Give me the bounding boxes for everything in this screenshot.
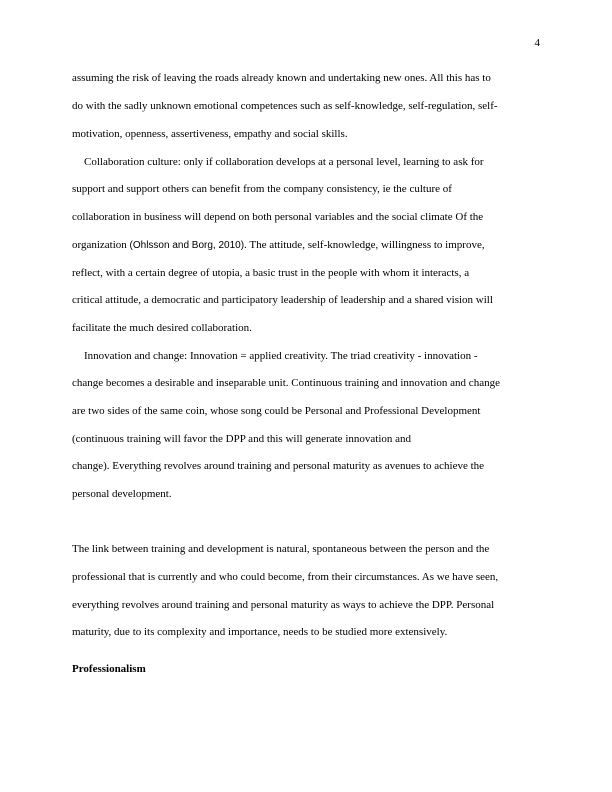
text-line: facilitate the much desired collaboration. bbox=[72, 322, 252, 334]
text-line: change). Everything revolves around training and personal maturity as avenues to achieve the bbox=[72, 460, 485, 472]
text-line: critical attitude, a democratic and participatory leadership of leadership and a shared vision will bbox=[72, 294, 493, 306]
text-line: everything revolves around training and personal maturity as ways to achieve the DPP. Personal bbox=[72, 599, 495, 611]
text-line: maturity, due to its complexity and importance, needs to be studied more extensively. bbox=[72, 626, 448, 638]
text-line: do with the sadly unknown emotional competences such as self-knowledge, self-regulation, self- bbox=[72, 100, 498, 112]
text-line: (continuous training will favor the DPP and this will generate innovation and bbox=[72, 433, 412, 445]
citation: (Ohlsson and Borg, 2010) bbox=[129, 240, 245, 251]
text-line-with-citation bbox=[72, 238, 485, 253]
text-line: Innovation and change: Innovation = applied creativity. The triad creativity - innovation - bbox=[84, 350, 478, 362]
text-segment: organization bbox=[72, 239, 130, 251]
text-line: Collaboration culture: only if collaboration develops at a personal level, learning to ask for bbox=[84, 156, 484, 168]
text-line: change becomes a desirable and inseparable unit. Continuous training and innovation and change bbox=[72, 377, 500, 389]
text-line: assuming the risk of leaving the roads already known and undertaking new ones. All this has to bbox=[72, 72, 491, 84]
text-line: collaboration in business will depend on both personal variables and the social climate Of the bbox=[72, 211, 484, 223]
text-line: professional that is currently and who could become, from their circumstances. As we have seen, bbox=[72, 571, 499, 583]
text-line: are two sides of the same coin, whose song could be Personal and Professional Development bbox=[72, 405, 481, 417]
text-line: personal development. bbox=[72, 488, 172, 500]
text-line: The link between training and development is natural, spontaneous between the person and the bbox=[72, 543, 490, 555]
text-line: motivation, openness, assertiveness, empathy and social skills. bbox=[72, 128, 348, 140]
text-line: support and support others can benefit from the company consistency, ie the culture of bbox=[72, 183, 452, 195]
text-segment: . The attitude, self-knowledge, willingness to improve, bbox=[244, 239, 485, 251]
page-number: 4 bbox=[534, 37, 540, 49]
section-heading: Professionalism bbox=[72, 663, 146, 675]
text-line: reflect, with a certain degree of utopia, a basic trust in the people with whom it interacts, a bbox=[72, 267, 470, 279]
